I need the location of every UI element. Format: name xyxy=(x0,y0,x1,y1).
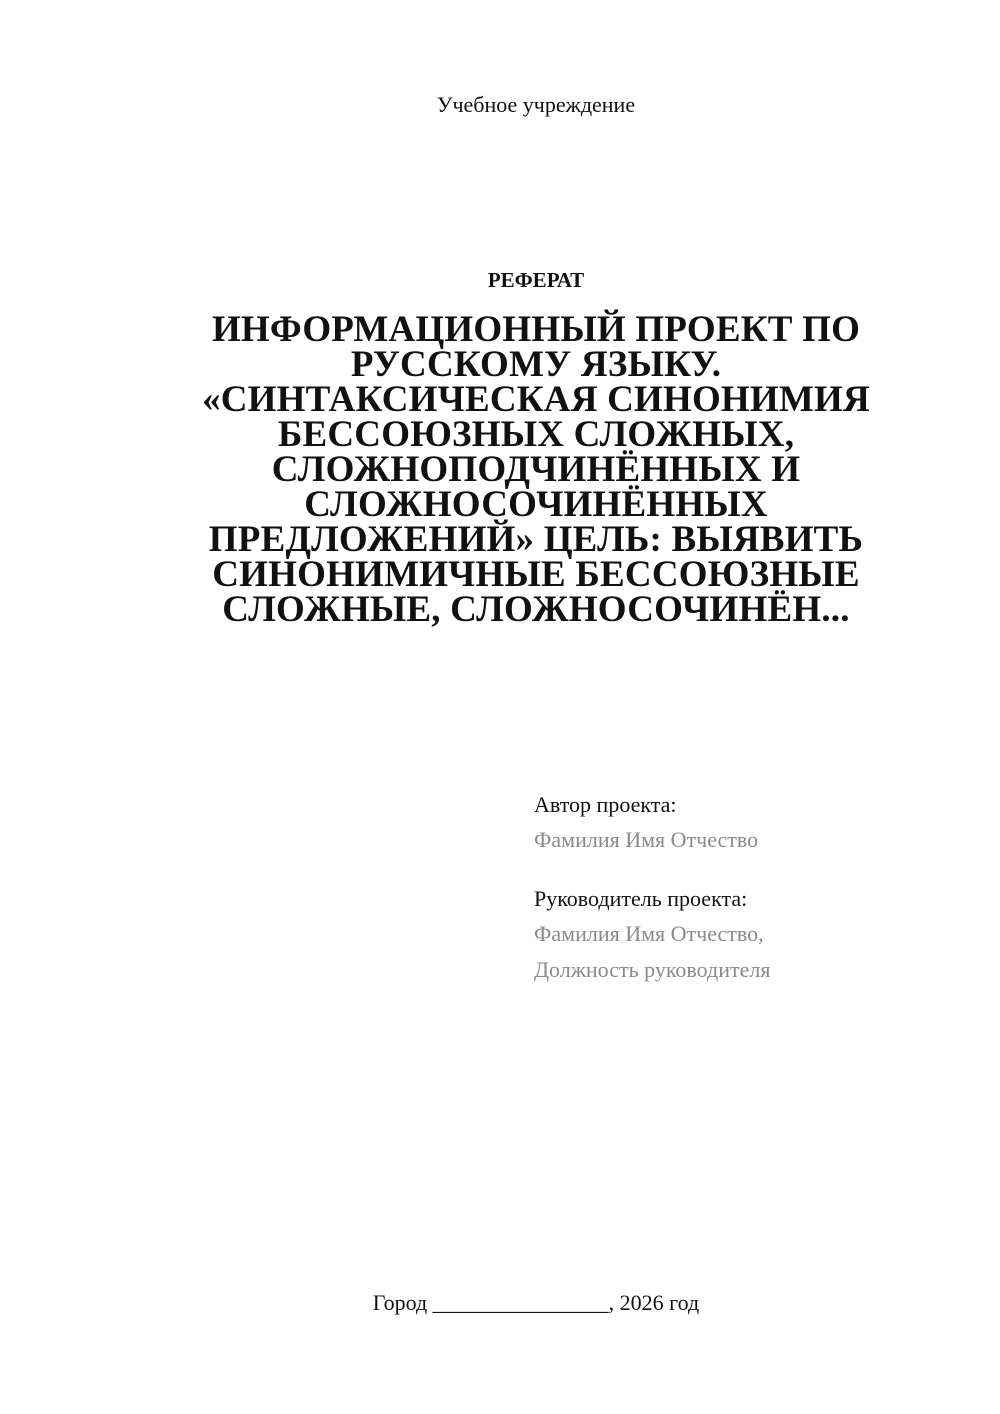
author-name: Фамилия Имя Отчество xyxy=(534,827,759,852)
author-label: Автор проекта: xyxy=(534,792,677,817)
document-title: ИНФОРМАЦИОННЫЙ ПРОЕКТ ПО РУССКОМУ ЯЗЫКУ. «СИНТАКСИЧЕСКАЯ СИНОНИМИЯ БЕССОЮЗНЫХ СЛОЖНЫХ, СЛОЖНОПОДЧИНЁННЫХ И СЛОЖНОСОЧИНЁННЫХ ПРЕДЛОЖЕНИЙ» ЦЕЛЬ: ВЫЯВИТЬ СИНОНИМИЧНЫЕ БЕССОЮЗНЫЕ СЛОЖНЫЕ, СЛОЖНОСОЧИНЁН... xyxy=(202,309,870,630)
supervisor-position: Должность руководителя xyxy=(534,957,771,982)
document-type: РЕФЕРАТ xyxy=(487,268,585,292)
spacer xyxy=(534,858,954,882)
supervisor-name: Фамилия Имя Отчество, xyxy=(534,921,764,946)
city-year-line: Город ________________, 2026 год xyxy=(372,1290,700,1315)
project-people xyxy=(534,788,954,988)
supervisor-label: Руководитель проекта: xyxy=(534,886,748,911)
institution-name: Учебное учреждение xyxy=(436,92,636,117)
